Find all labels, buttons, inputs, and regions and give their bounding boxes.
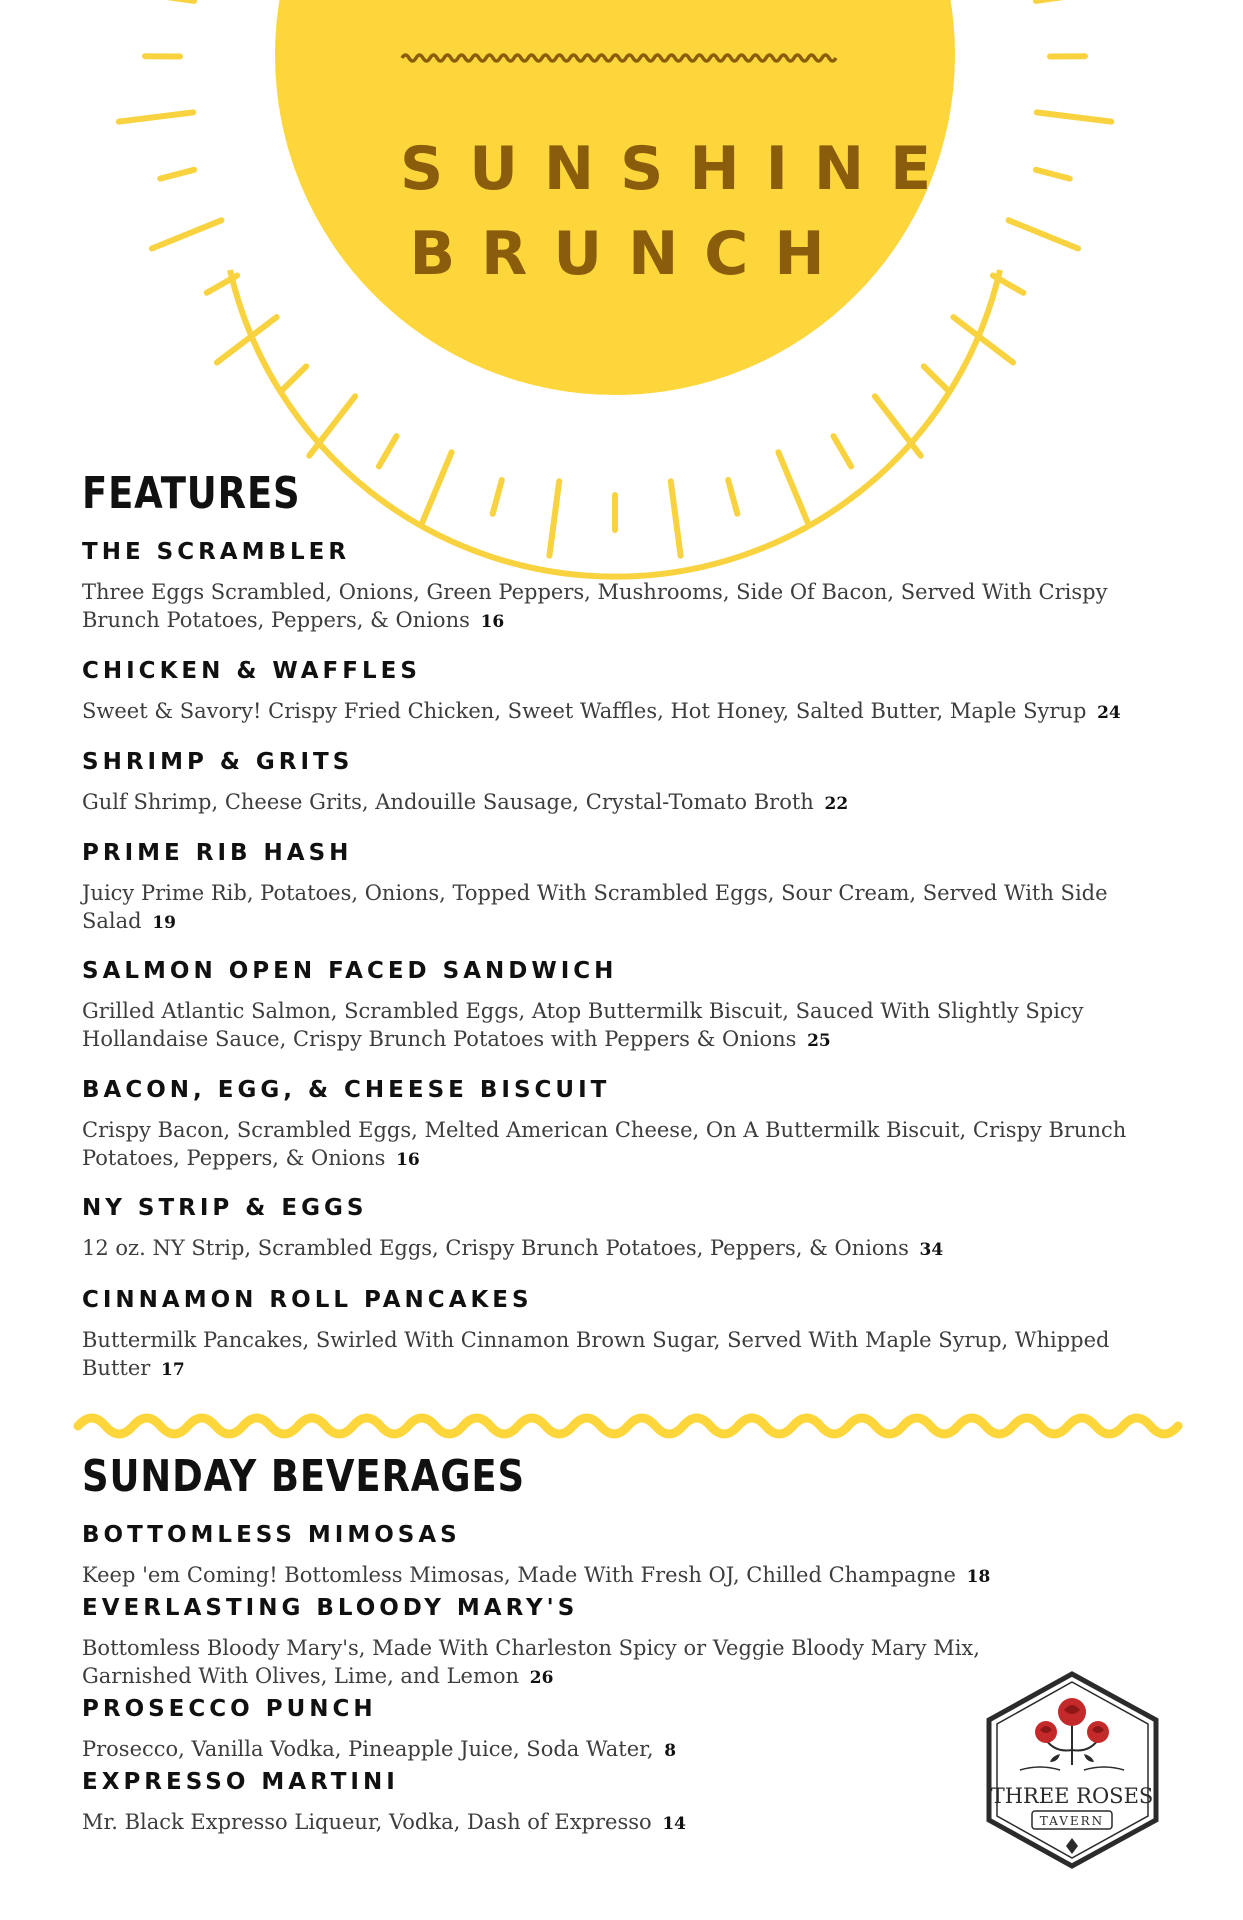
item-description: Juicy Prime Rib, Potatoes, Onions, Topped With Scrambled Eggs, Sour Cream, Served With Side Salad 19 bbox=[82, 881, 1108, 933]
menu-item bbox=[82, 960, 1142, 1055]
item-price: 14 bbox=[662, 1814, 687, 1834]
sun-ray bbox=[1037, 112, 1111, 121]
item-description: 12 oz. NY Strip, Scrambled Eggs, Crispy Brunch Potatoes, Peppers, & Onions 34 bbox=[82, 1236, 944, 1260]
sun-ray bbox=[160, 170, 194, 179]
item-price: 26 bbox=[529, 1668, 554, 1688]
menu-item bbox=[82, 1079, 1142, 1174]
item-price: 8 bbox=[664, 1741, 677, 1761]
item-name: CINNAMON ROLL PANCAKES bbox=[82, 1287, 533, 1313]
sun-ray bbox=[1036, 170, 1070, 179]
item-name: EVERLASTING BLOODY MARY'S bbox=[82, 1595, 579, 1621]
sun-ray bbox=[1036, 0, 1110, 1]
item-name: CHICKEN & WAFFLES bbox=[82, 658, 421, 684]
sun-ray bbox=[309, 396, 355, 455]
item-name: SALMON OPEN FACED SANDWICH bbox=[82, 958, 618, 984]
item-name: THE SCRAMBLER bbox=[82, 539, 351, 565]
item-price: 19 bbox=[152, 913, 176, 933]
menu-item bbox=[82, 541, 1142, 636]
item-price: 25 bbox=[807, 1031, 831, 1051]
menu-item bbox=[82, 1289, 1142, 1384]
item-name: PROSECCO PUNCH bbox=[82, 1696, 377, 1722]
item-price: 18 bbox=[966, 1567, 991, 1587]
item-description: Mr. Black Expresso Liqueur, Vodka, Dash of Expresso 14 bbox=[82, 1810, 687, 1834]
item-price: 22 bbox=[824, 794, 849, 814]
item-description: Crispy Bacon, Scrambled Eggs, Melted American Cheese, On A Buttermilk Biscuit, Crispy Brunch Potatoes, Peppers, & Onions 16 bbox=[82, 1118, 1127, 1170]
item-description: Three Eggs Scrambled, Onions, Green Peppers, Mushrooms, Side Of Bacon, Served With Crispy Brunch Potatoes, Peppers, & Onions 16 bbox=[82, 580, 1108, 632]
sun-ray bbox=[1009, 220, 1079, 248]
item-description: Keep 'em Coming! Bottomless Mimosas, Made With Fresh OJ, Chilled Champagne 18 bbox=[82, 1563, 991, 1587]
sun-ray bbox=[493, 480, 502, 514]
sun-ray bbox=[728, 480, 737, 514]
section-divider-wave bbox=[78, 1418, 1178, 1434]
item-price: 24 bbox=[1097, 703, 1121, 723]
menu-item bbox=[82, 1197, 1142, 1264]
item-name: NY STRIP & EGGS bbox=[82, 1195, 368, 1221]
sun-ray bbox=[281, 366, 306, 391]
sun-ray bbox=[120, 0, 194, 1]
sun-ray bbox=[423, 452, 452, 521]
item-description: Bottomless Bloody Mary's, Made With Charleston Spicy or Veggie Bloody Mary Mix, Garnished With Olives, Lime, and Lemon 26 bbox=[82, 1636, 980, 1688]
item-price: 34 bbox=[919, 1240, 944, 1260]
menu-item bbox=[82, 660, 1142, 727]
item-description: Prosecco, Vanilla Vodka, Pineapple Juice, Soda Water, 8 bbox=[82, 1737, 677, 1761]
item-price: 16 bbox=[480, 612, 505, 632]
menu-title-line2: BRUNCH bbox=[409, 219, 851, 289]
item-price: 16 bbox=[396, 1150, 420, 1170]
beverage-item bbox=[82, 1524, 1142, 1591]
beverages-heading: SUNDAY BEVERAGES bbox=[82, 1451, 525, 1502]
sun-ray bbox=[379, 436, 397, 466]
item-name: PRIME RIB HASH bbox=[82, 840, 353, 866]
menu-item bbox=[82, 751, 1142, 818]
sun-ray bbox=[119, 112, 193, 121]
sun-ray bbox=[152, 220, 222, 248]
sun-ray bbox=[778, 452, 807, 521]
item-description: Grilled Atlantic Salmon, Scrambled Eggs, Atop Buttermilk Biscuit, Sauced With Slightly Spicy Hollandaise Sauce, Crispy Brunch Potatoes with Peppers & Onions 25 bbox=[82, 999, 1084, 1051]
logo-name-line1: THREE ROSES bbox=[990, 1784, 1154, 1808]
three-roses-tavern-logo bbox=[980, 1670, 1165, 1870]
item-description: Sweet & Savory! Crispy Fried Chicken, Sweet Waffles, Hot Honey, Salted Butter, Maple Syrup 24 bbox=[82, 699, 1121, 723]
item-name: SHRIMP & GRITS bbox=[82, 749, 354, 775]
logo-name-line2: TAVERN bbox=[1039, 1814, 1105, 1828]
item-name: BACON, EGG, & CHEESE BISCUIT bbox=[82, 1077, 611, 1103]
item-name: BOTTOMLESS MIMOSAS bbox=[82, 1522, 461, 1548]
item-name: EXPRESSO MARTINI bbox=[82, 1769, 399, 1795]
item-description: Buttermilk Pancakes, Swirled With Cinnamon Brown Sugar, Served With Maple Syrup, Whipped Butter 17 bbox=[82, 1328, 1110, 1380]
sun-ray bbox=[834, 436, 852, 466]
item-price: 17 bbox=[161, 1360, 185, 1380]
sun-ray bbox=[924, 366, 949, 391]
features-heading: FEATURES bbox=[82, 468, 301, 519]
item-description: Gulf Shrimp, Cheese Grits, Andouille Sausage, Crystal-Tomato Broth 22 bbox=[82, 790, 849, 814]
menu-title-line1: SUNSHINE bbox=[400, 134, 958, 204]
menu-item bbox=[82, 842, 1142, 937]
sun-ray bbox=[875, 396, 921, 455]
